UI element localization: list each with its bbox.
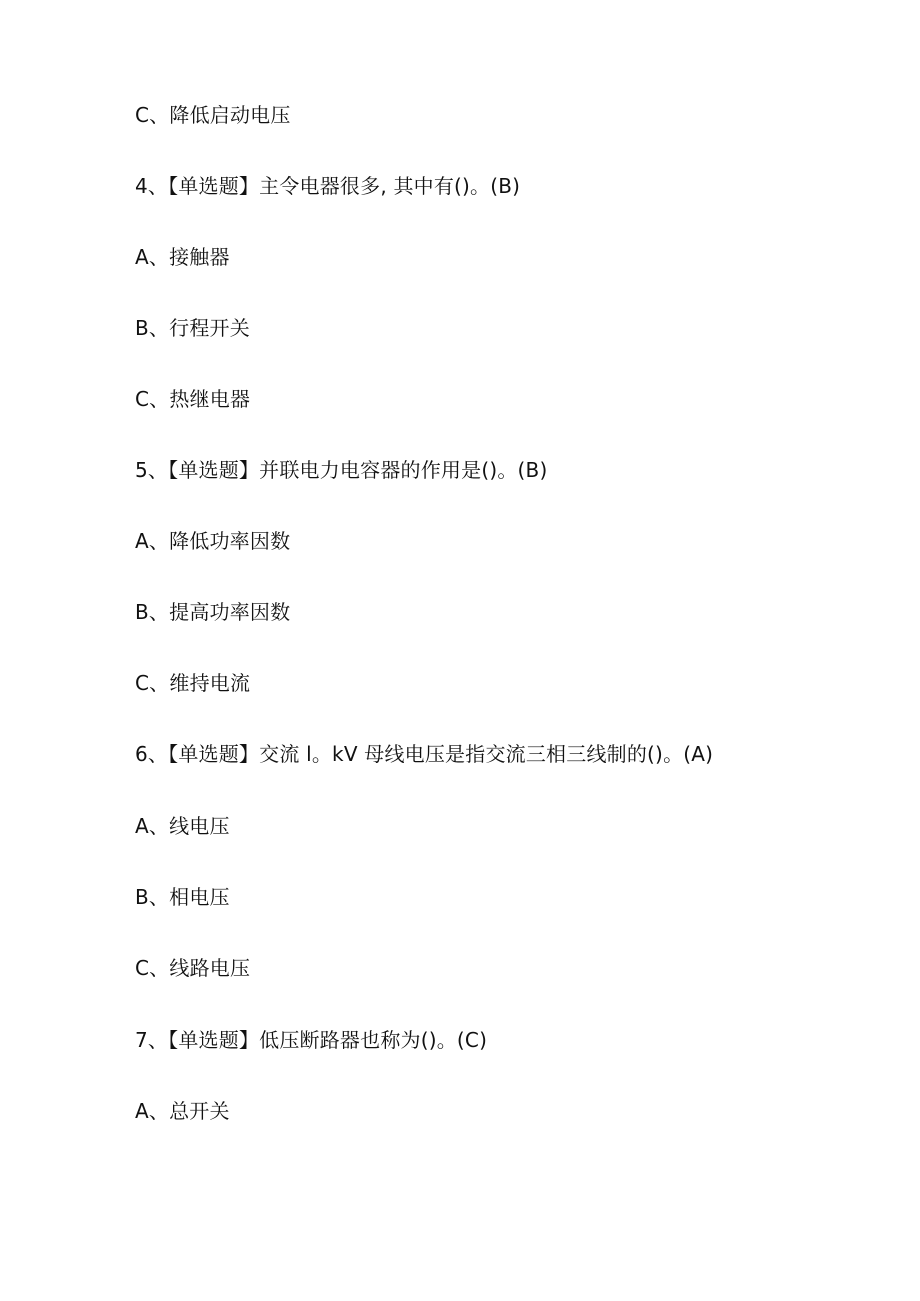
q7-option-a: A、总开关: [135, 1099, 230, 1123]
q5-option-b: B、提高功率因数: [135, 600, 291, 624]
q4-option-a: A、接触器: [135, 245, 230, 269]
q6-option-b: B、相电压: [135, 885, 230, 909]
q6-option-c: C、线路电压: [135, 956, 251, 980]
q5-question: 5、【单选题】并联电力电容器的作用是()。(B): [135, 458, 548, 482]
q4-option-c: C、热继电器: [135, 387, 251, 411]
q7-question: 7、【单选题】低压断路器也称为()。(C): [135, 1028, 488, 1052]
q6-question: 6、【单选题】交流 l。kV 母线电压是指交流三相三线制的()。(A): [135, 742, 714, 766]
q4-question: 4、【单选题】主令电器很多, 其中有()。(B): [135, 174, 521, 198]
q5-option-c: C、维持电流: [135, 671, 251, 695]
q6-option-a: A、线电压: [135, 814, 230, 838]
q4-option-b: B、行程开关: [135, 316, 250, 340]
q5-option-a: A、降低功率因数: [135, 529, 291, 553]
q3-option-c: C、降低启动电压: [135, 103, 291, 127]
